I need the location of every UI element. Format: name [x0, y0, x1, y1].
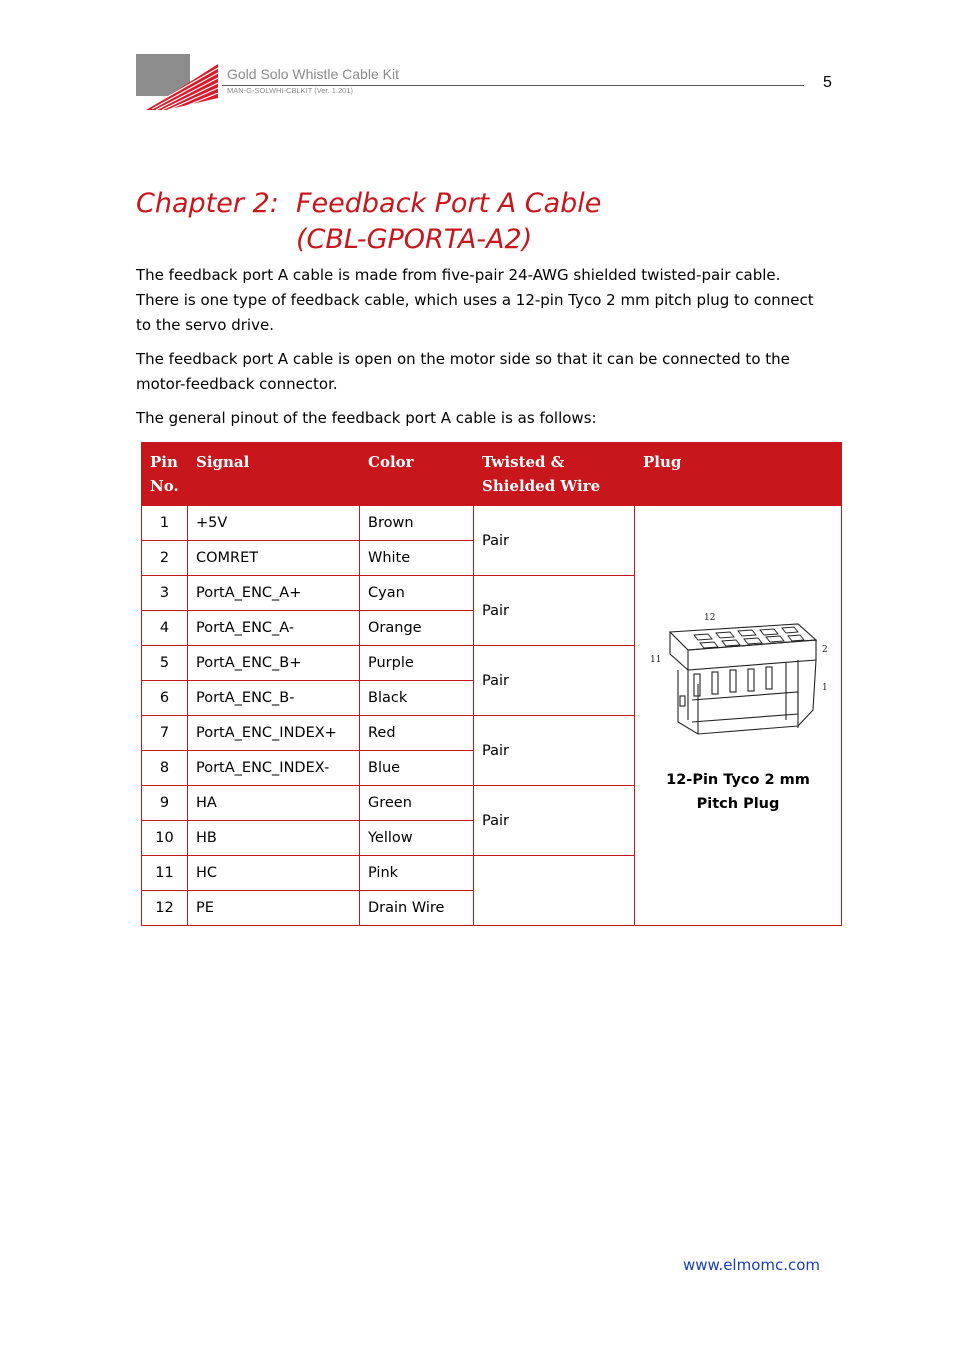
- chapter-title-line1: Feedback Port A Cable: [296, 188, 602, 219]
- table-header-row: [142, 443, 842, 506]
- page-number: 5: [823, 74, 832, 91]
- pair-cell: Pair: [474, 716, 635, 786]
- signal-cell: PortA_ENC_A-: [188, 611, 360, 646]
- signal-cell: HC: [188, 856, 360, 891]
- header-signal: Signal: [188, 443, 360, 506]
- pin-cell: 12: [142, 891, 188, 926]
- plug-pin-label-top: 12: [704, 613, 716, 623]
- motor-side-paragraph: The feedback port A cable is open on the motor side so that it can be connected to the motor-feedback connector.: [136, 350, 790, 393]
- pin-cell: 4: [142, 611, 188, 646]
- pin-cell: 11: [142, 856, 188, 891]
- signal-cell: PortA_ENC_INDEX+: [188, 716, 360, 751]
- color-cell: Drain Wire: [360, 891, 474, 926]
- color-cell: Blue: [360, 751, 474, 786]
- plug-cell: [635, 506, 842, 926]
- pin-cell: 8: [142, 751, 188, 786]
- color-cell: Pink: [360, 856, 474, 891]
- header-color: Color: [360, 443, 474, 506]
- plug-caption: 12-Pin Tyco 2 mm Pitch Plug: [666, 772, 810, 812]
- color-cell: Cyan: [360, 576, 474, 611]
- pin-cell: 10: [142, 821, 188, 856]
- chapter-label: Chapter 2:: [136, 188, 279, 219]
- signal-cell: PortA_ENC_B+: [188, 646, 360, 681]
- header-twisted: Twisted & Shielded Wire: [474, 443, 635, 506]
- empty-pair-cell: [474, 856, 635, 926]
- tyco-plug-icon: [648, 602, 828, 752]
- table-row: [142, 506, 842, 541]
- header-plug: Plug: [635, 443, 842, 506]
- footer-website-link[interactable]: www.elmomc.com: [683, 1256, 821, 1274]
- signal-cell: +5V: [188, 506, 360, 541]
- pin-cell: 9: [142, 786, 188, 821]
- pair-cell: Pair: [474, 576, 635, 646]
- color-cell: Red: [360, 716, 474, 751]
- pair-cell: Pair: [474, 786, 635, 856]
- signal-cell: PortA_ENC_B-: [188, 681, 360, 716]
- elmo-logo-icon: [136, 54, 218, 110]
- chapter-heading: [136, 186, 601, 258]
- header-doc-id: MAN-G-SOLWHI-CBLKIT (Ver. 1.201): [227, 86, 354, 95]
- pair-cell: Pair: [474, 646, 635, 716]
- plug-pin-label-right: 1: [822, 683, 828, 693]
- color-cell: Green: [360, 786, 474, 821]
- pinout-table: [141, 442, 842, 926]
- plug-pin-label-right-top: 2: [822, 645, 828, 655]
- plug-pin-label-left: 11: [650, 655, 662, 665]
- chapter-title-line2: (CBL-GPORTA-A2): [296, 224, 533, 255]
- pinout-intro-paragraph: The general pinout of the feedback port A cable is as follows:: [136, 409, 597, 427]
- color-cell: White: [360, 541, 474, 576]
- signal-cell: COMRET: [188, 541, 360, 576]
- signal-cell: PortA_ENC_INDEX-: [188, 751, 360, 786]
- signal-cell: PortA_ENC_A+: [188, 576, 360, 611]
- pin-cell: 2: [142, 541, 188, 576]
- header-title: Gold Solo Whistle Cable Kit: [227, 66, 399, 82]
- pin-cell: 6: [142, 681, 188, 716]
- pin-cell: 1: [142, 506, 188, 541]
- signal-cell: PE: [188, 891, 360, 926]
- intro-paragraph: The feedback port A cable is made from five-pair 24-AWG shielded twisted-pair cable. There is one type of feedback cable, which uses a 12-pin Tyco 2 mm pitch plug to connect to the servo drive.: [136, 266, 814, 334]
- color-cell: Yellow: [360, 821, 474, 856]
- signal-cell: HB: [188, 821, 360, 856]
- color-cell: Orange: [360, 611, 474, 646]
- color-cell: Purple: [360, 646, 474, 681]
- color-cell: Black: [360, 681, 474, 716]
- color-cell: Brown: [360, 506, 474, 541]
- header-pin: Pin No.: [142, 443, 188, 506]
- pin-cell: 3: [142, 576, 188, 611]
- pair-cell: Pair: [474, 506, 635, 576]
- pin-cell: 5: [142, 646, 188, 681]
- signal-cell: HA: [188, 786, 360, 821]
- pin-cell: 7: [142, 716, 188, 751]
